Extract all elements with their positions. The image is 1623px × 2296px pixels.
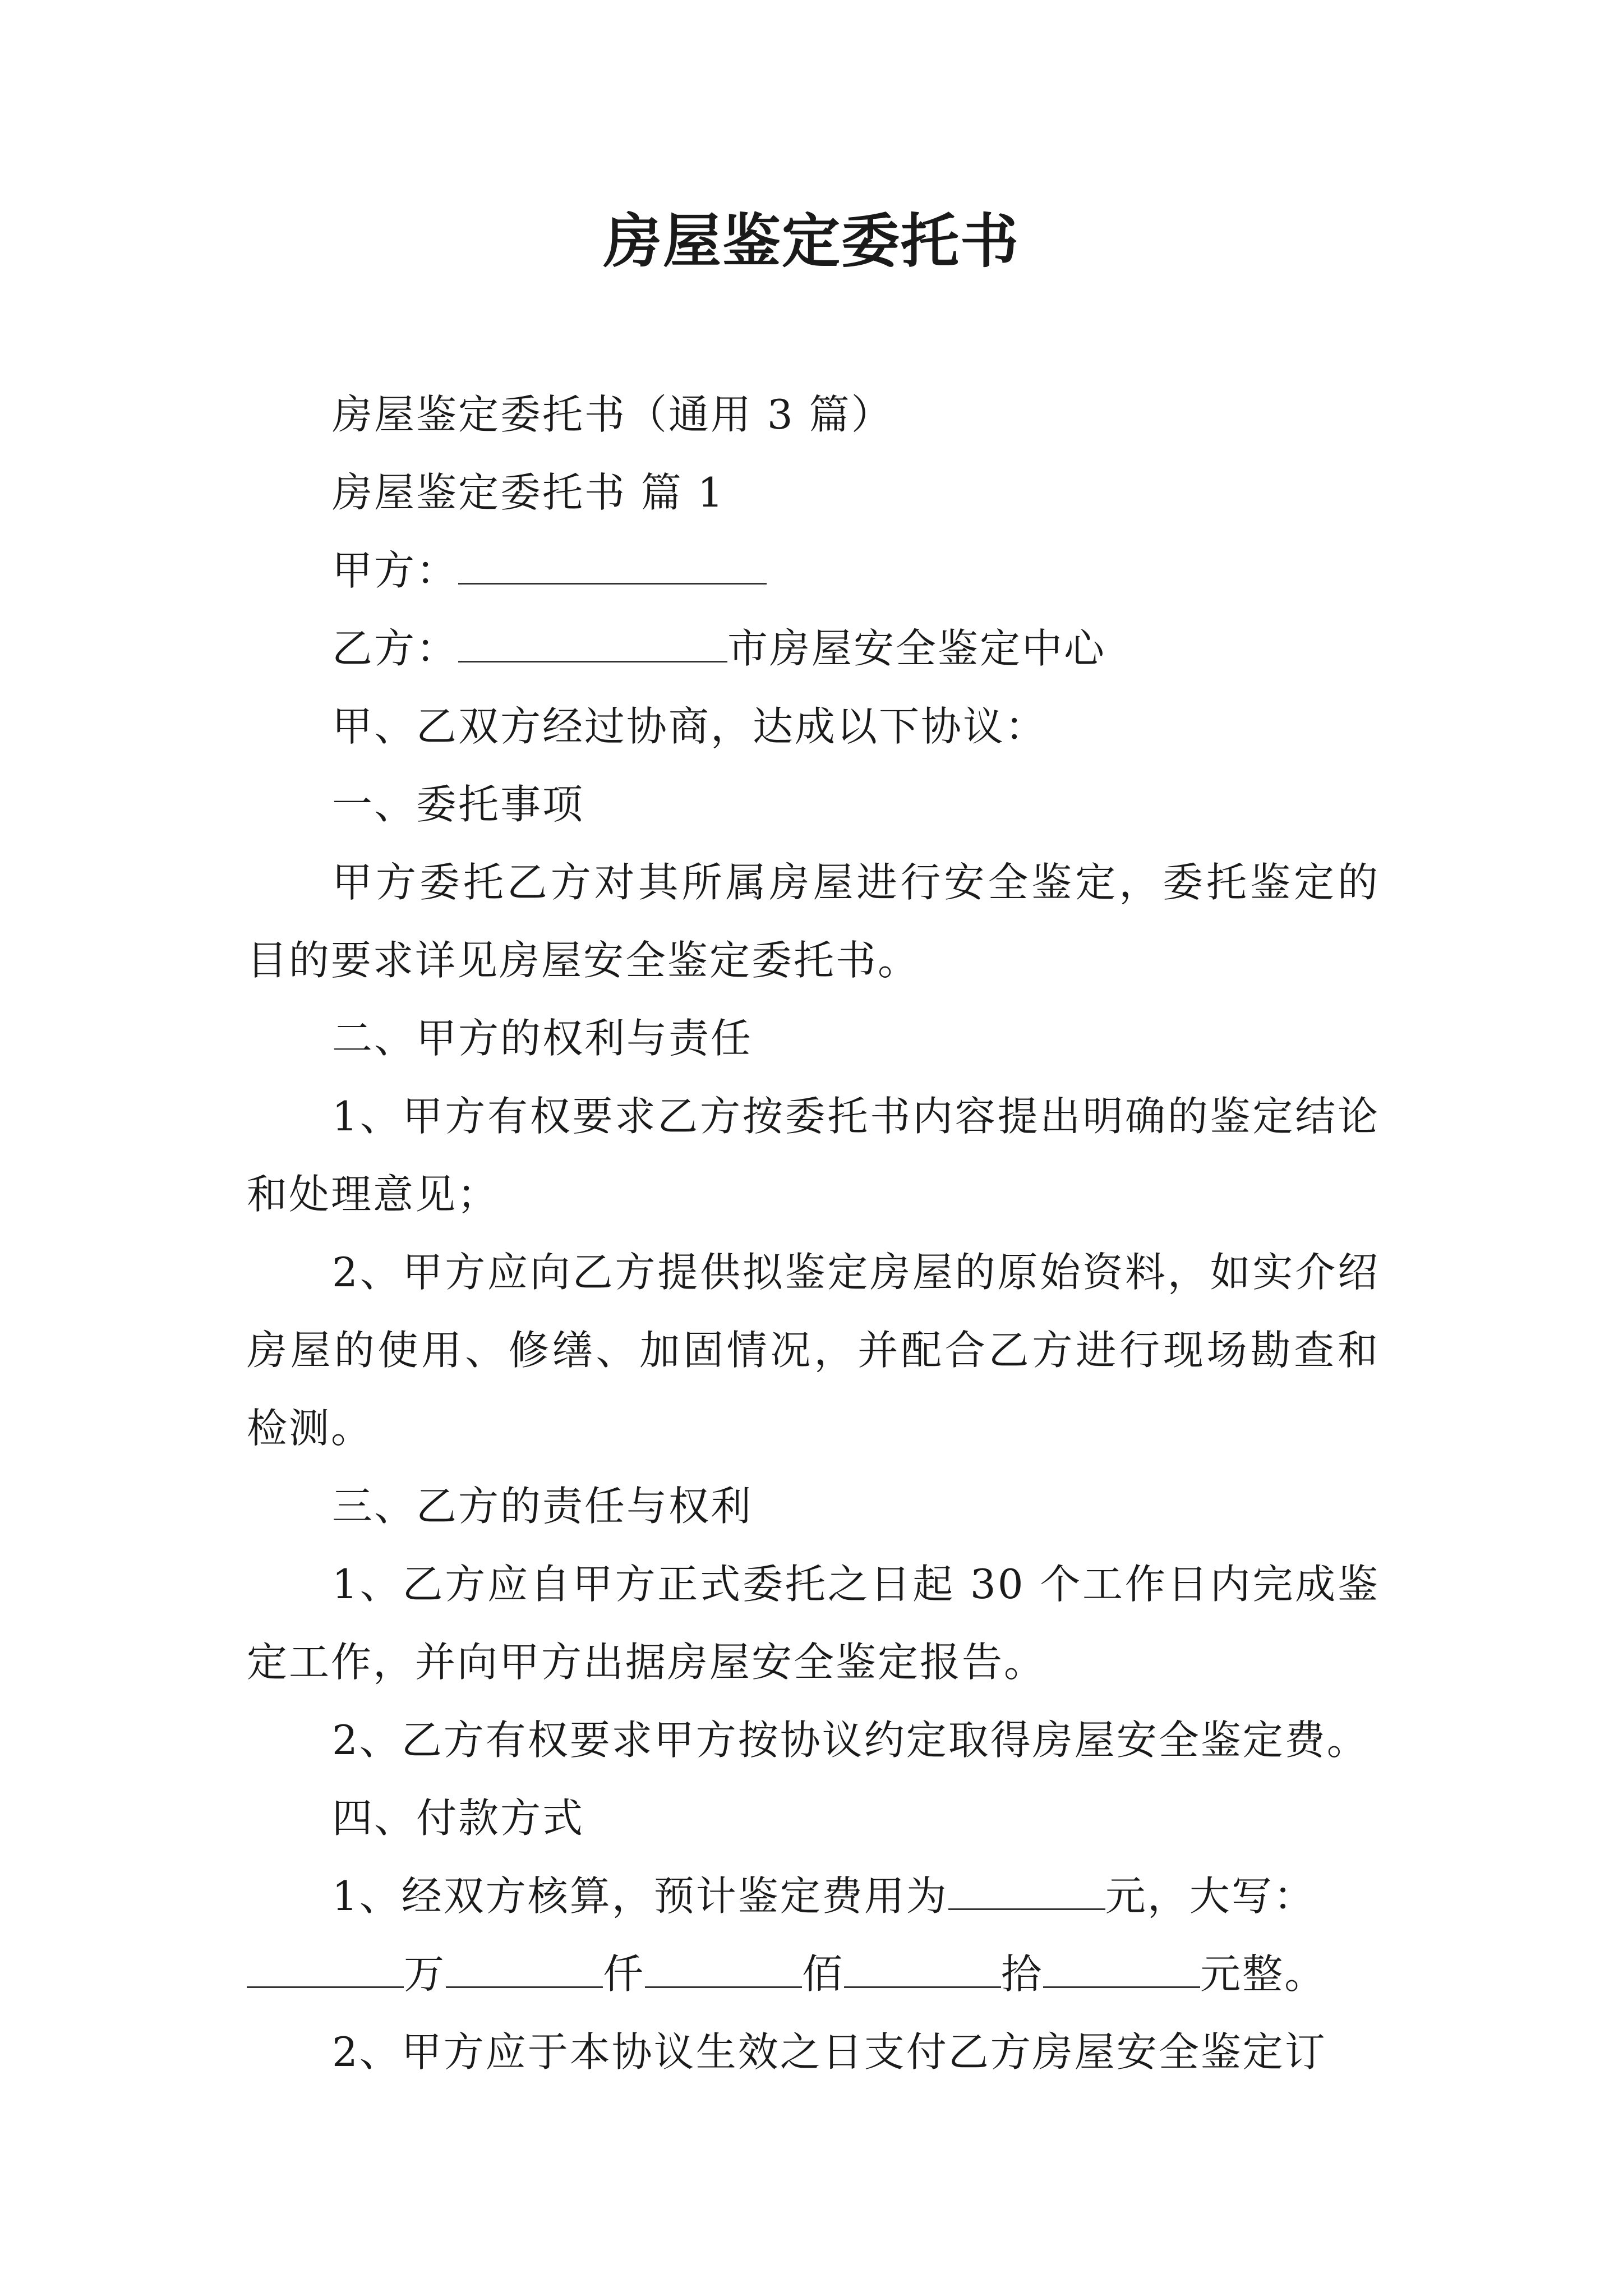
fee-unit-shi: 拾 [1001, 1950, 1044, 1998]
party-b-blank [458, 628, 727, 662]
paragraph-section-three-heading: 三、乙方的责任与权利 [332, 1483, 753, 1530]
fee-blank-1 [247, 1954, 404, 1988]
fee-unit-yuan: 元整。 [1200, 1950, 1327, 1998]
fee-blank-2 [446, 1954, 603, 1988]
document-title: 房屋鉴定委托书 [603, 207, 1020, 275]
party-b-label: 乙方： [332, 625, 459, 672]
document-body [247, 376, 1380, 2091]
fee-blank-4 [844, 1954, 1001, 1988]
paragraph-section-three-item-1: 1、乙方应自甲方正式委托之日起 30 个工作日内完成鉴定工作，并向甲方出据房屋安全鉴定报告。 [247, 1561, 1380, 1686]
paragraph-section-four-heading: 四、付款方式 [332, 1795, 585, 1842]
paragraph-section-heading: 房屋鉴定委托书 篇 1 [332, 469, 725, 516]
fee-amount-blank [948, 1876, 1105, 1910]
paragraph-section-four-item-1 [247, 1857, 1380, 1935]
fee-blank-5 [1043, 1954, 1200, 1988]
paragraph-party-a [247, 532, 1380, 610]
paragraph-agreement-intro: 甲、乙双方经过协商，达成以下协议： [332, 703, 1048, 750]
fee-text-a: 1、经双方核算，预计鉴定费用为 [332, 1872, 948, 1920]
paragraph-section-one-heading: 一、委托事项 [332, 781, 585, 828]
party-b-suffix: 市房屋安全鉴定中心 [727, 625, 1106, 672]
party-a-label: 甲方： [332, 547, 459, 594]
paragraph-party-b [247, 610, 1380, 688]
fee-unit-bai: 佰 [802, 1950, 845, 1998]
party-a-blank [458, 550, 767, 585]
paragraph-subtitle: 房屋鉴定委托书（通用 3 篇） [332, 391, 893, 438]
paragraph-section-three-item-2: 2、乙方有权要求甲方按协议约定取得房屋安全鉴定费。 [332, 1717, 1369, 1764]
paragraph-section-one-body: 甲方委托乙方对其所属房屋进行安全鉴定，委托鉴定的目的要求详见房屋安全鉴定委托书。 [247, 859, 1380, 984]
paragraph-section-four-item-2: 2、甲方应于本协议生效之日支付乙方房屋安全鉴定订 [332, 2028, 1327, 2076]
fee-unit-wan: 万 [404, 1950, 446, 1998]
paragraph-section-two-item-1: 1、甲方有权要求乙方按委托书内容提出明确的鉴定结论和处理意见； [247, 1093, 1380, 1218]
fee-unit-qian: 仟 [603, 1950, 645, 1998]
paragraph-section-two-heading: 二、甲方的权利与责任 [332, 1015, 753, 1062]
fee-blank-3 [645, 1954, 802, 1988]
paragraph-section-two-item-2: 2、甲方应向乙方提供拟鉴定房屋的原始资料，如实介绍房屋的使用、修缮、加固情况，并配合乙方进行现场勘查和检测。 [247, 1249, 1380, 1452]
paragraph-fee-capital-line [247, 1935, 1380, 2013]
fee-text-b: 元，大写： [1105, 1872, 1316, 1920]
